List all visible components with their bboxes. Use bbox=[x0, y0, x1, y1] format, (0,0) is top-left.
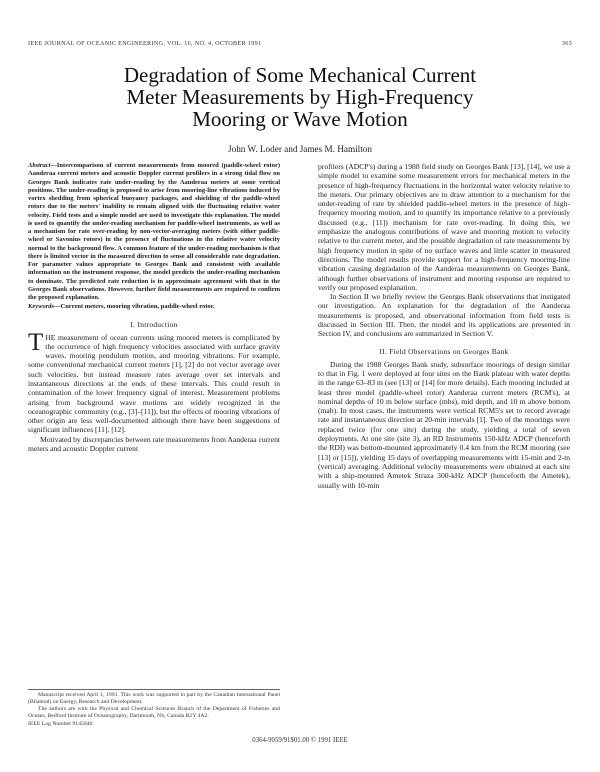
section-heading-introduction: I. Introduction bbox=[130, 319, 178, 329]
copyright-line: 0364-9059/91$01.00 © 1991 IEEE bbox=[252, 737, 348, 744]
introduction-body bbox=[28, 328, 280, 454]
keywords-label: Keywords— bbox=[28, 303, 61, 311]
index-terms bbox=[28, 303, 280, 311]
paragraph-text: HE measurement of ocean currents using moored meters is complicated by the occurrence of high frequency velocities associated with surface gravity waves, mooring pendulum motion, and mooring vibrations. For example, some conventional mechanical current meters [1], [2] do not vector average over such velocities, but instead measure rates average over set intervals and instantaneous directions at the ends of these intervals. This could result in contamination of the lower frequency signal of interest. Measurement problems arising from background wave motions are widely recognized in the oceanographic community (e.g., [3]–[11]), but the effects of mooring vibrations of other origin are less well-documented although there have been suggestions of significant influences [11], [12]. bbox=[28, 332, 280, 435]
title-line-3: Mooring or Wave Motion bbox=[192, 107, 408, 131]
paper-title bbox=[40, 64, 560, 130]
title-line-2: Meter Measurements by High-Frequency bbox=[126, 85, 474, 109]
journal-citation: IEEE JOURNAL OF OCEANIC ENGINEERING, VOL. 16, NO. 4, OCTOBER 1991 bbox=[28, 40, 262, 47]
author-list: John W. Loder and James M. Hamilton bbox=[228, 144, 372, 154]
paragraph bbox=[28, 328, 280, 435]
paragraph: profilers (ADCP's) during a 1988 field study on Georges Bank [13], [14], we use a simple model to examine some measurement errors for mechanical meters in the presence of high-frequency fluctuations in the horizontal water velocity relative to the meters. Our primary objectives are to draw attention to a mechanism for the under-reading of rate by shielded paddle-wheel meters in the presence of high-frequency mooring motion, and to quantify its importance relative to a previously discussed (e.g., [11]) mechanism for rate over-reading. In doing this, we emphasize the analogous contributions of wave and mooring motion to velocity relative to the current meter, and the possible degradation of rate measurements by high frequency motion in spite of no surface waves and little scatter in measured directions. The model results provide support for a high-frequency mooring-line vibration causing degradation of the Aanderaa measurements on Georges Bank, although further observations of instrument and mooring response are required to verify our proposed explanation. bbox=[318, 162, 570, 292]
right-column bbox=[318, 162, 570, 490]
footnote bbox=[28, 689, 280, 728]
abstract-text: Intercomparison of current measurements from moored (paddle-wheel rotor) Aanderaa current meters and acoustic Doppler current profilers in a strong tidal flow on Georges Bank indicates rate under-reading by the Aanderaa meters at some vertical positions. The under-reading is proposed to arise from mooring-line vibrations induced by vortex shedding from spherical buoyancy packages, and shielding of the paddle-wheel rotors due to the meters' inability to remain aligned with the fluctuating relative water velocity. Field tests and a simple model are used to investigate this explanation. The model is used to quantify the under-reading mechanism for paddle-wheel instruments, as well as a mechanism for rate over-reading by non-vector-averaging meters (with either paddle-wheel or Savonius rotors) in the presence of fluctuations in the relative water velocity normal to the background flow. A common feature of the under-reading mechanism is that there is limited vector in the measured direction to sense all considerable rate degradation. For parameter values appropriate to Georges Bank and consistent with available information on the instrument response, the model predicts the under-reading mechanism to dominate. The predicted rate reduction is in approximate agreement with that in the Georges Bank observations. However, further field measurements are required to confirm the proposed explanation. bbox=[28, 162, 280, 301]
section-heading-field-observations: II. Field Observations on Georges Bank bbox=[379, 346, 509, 356]
footnote-manuscript: Manuscript received April 1, 1991. This work was supported in part by the Canadian International Panel (Bilateral) on Energy, Research and Development. bbox=[28, 692, 280, 705]
paragraph: Motivated by discrepancies between rate measurements from Aanderaa current meters and acoustic Doppler current bbox=[28, 434, 280, 454]
abstract-label: Abstract— bbox=[28, 162, 57, 169]
running-header bbox=[28, 40, 572, 52]
right-body-top bbox=[318, 162, 570, 339]
paragraph: In Section II we briefly review the Georges Bank observations that instigated our investigation. An explanation for the degradation of the Aanderaa measurements is proposed, and observational information from field tests is discussed in Section III. Then, the model and its applications are presented in Section IV, and conclusions are summarized in Section V. bbox=[318, 292, 570, 339]
footnote-ieee-log: IEEE Log Number 9145040. bbox=[28, 720, 94, 727]
left-column bbox=[28, 162, 280, 453]
page-number: 363 bbox=[561, 40, 572, 47]
drop-cap: T bbox=[28, 328, 44, 356]
title-line-1: Degradation of Some Mechanical Current bbox=[123, 63, 477, 87]
field-observations-body bbox=[318, 360, 570, 490]
paragraph: During the 1988 Georges Bank study, subsurface moorings of design similar to that in Fig. 1 were deployed at four sites on the Bank plateau with water depths in the range 63–83 m (see [13] or [14] for more details). Each mooring included at least three model (paddle-wheel rotor) Aanderaa current meters (RCM's), at nominal depths of 10 m below surface (mbs), mid depth, and 10 m above bottom (mab). In most cases, the instruments were vertical RCM5's set to record average rate and instantaneous direction at 20-min intervals [1]. Two of the moorings were replaced twice (for one site) during the study, yielding a total of seven deployments. At one site (site 3), an RD Instruments 150-kHz ADCP (henceforth the RDI) was bottom-mounted approximately 0.4 km from the RCM mooring (see [13] or [15]), yielding 15 days of overlapping measurements with 15-min and 2-m (vertical) averaging. Additional velocity measurements were obtained at each site with a ship-mounted Ametek Straza 300-kHz ADCP (henceforth the Ametek), usually with 10-min bbox=[318, 359, 570, 490]
abstract bbox=[28, 162, 280, 302]
keywords-text: Current meters, mooring vibration, paddle-wheel rotor. bbox=[60, 303, 215, 311]
footnote-affiliation: The authors are with the Physical and Chemical Sciences Branch of the Department of Fisheries and Oceans, Bedford Institute of Oceanography, Dartmouth, NS, Canada B2Y 4A2. bbox=[28, 705, 280, 719]
